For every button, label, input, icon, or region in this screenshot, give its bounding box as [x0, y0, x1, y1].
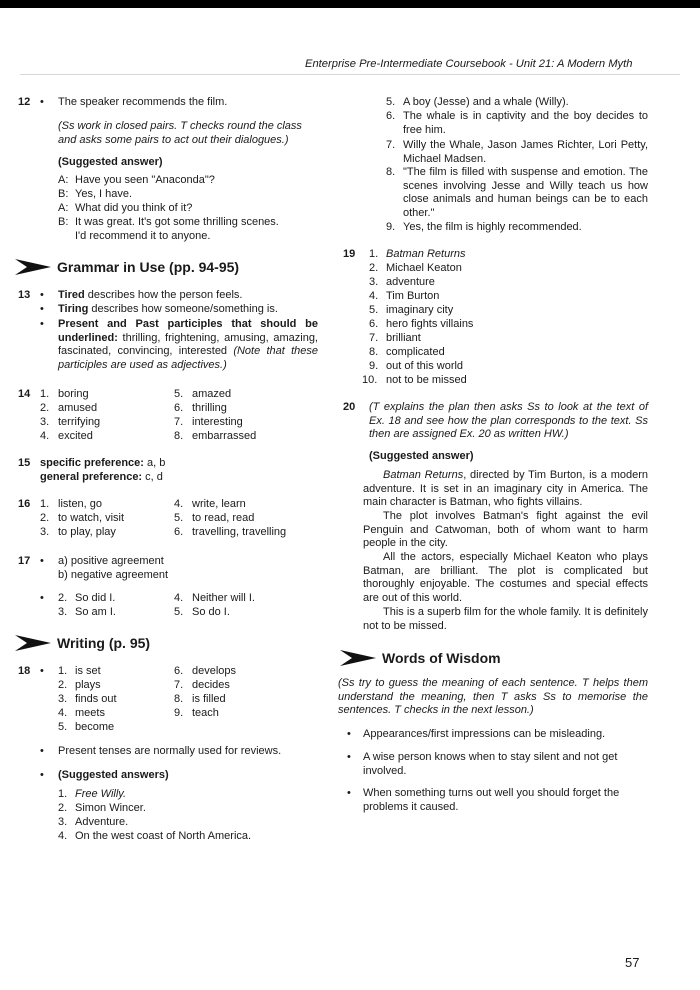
wisdom-heading: Words of Wisdom — [382, 650, 501, 666]
item-number: 5. — [174, 512, 184, 524]
item-number: 4. — [369, 290, 379, 302]
review-paragraph-4: This is a superb film for the whole family. It is definitely not to be missed. — [363, 606, 648, 632]
item-number: 6. — [174, 665, 184, 677]
answer-film-title: Batman Returns — [386, 248, 466, 260]
answer-word: is filled — [192, 693, 226, 705]
item-number: 4. — [174, 592, 184, 604]
specific-value: a, b — [143, 457, 166, 469]
dialogue-line: What did you think of it? — [75, 202, 193, 214]
bullet: • — [347, 728, 351, 740]
wisdom-item: Appearances/first impressions can be misleading. — [363, 728, 606, 740]
exercise-16-number: 16 — [18, 498, 31, 510]
item-number: 8. — [174, 693, 184, 705]
item-number: 3. — [369, 276, 379, 288]
running-header: Enterprise Pre-Intermediate Coursebook - Unit 21: A Modern Myth — [305, 58, 633, 70]
bullet: • — [40, 745, 44, 757]
answer-text: Adventure. — [75, 816, 129, 828]
right-column — [340, 0, 700, 990]
tiring-definition — [58, 303, 278, 317]
answer-word: listen, go — [58, 498, 103, 510]
bullet: • — [347, 787, 351, 799]
item-number: 8. — [174, 430, 184, 442]
answer-word: amused — [58, 402, 98, 414]
item-number: 4. — [174, 498, 184, 510]
answer-word: So did I. — [75, 592, 116, 604]
answer-text: not to be missed — [386, 374, 467, 386]
answer-word: develops — [192, 665, 237, 677]
writing-heading: Writing (p. 95) — [57, 635, 151, 651]
review-film-title: Batman Returns — [383, 469, 464, 481]
answer-word: terrifying — [58, 416, 101, 428]
item-number: 4. — [58, 707, 68, 719]
participles-label: Present and Past participles that should be underlined: — [58, 318, 318, 344]
item-number: 7. — [386, 139, 396, 151]
exercise-20-number: 20 — [343, 401, 356, 413]
answer-word: boring — [58, 388, 89, 400]
tiring-term: Tiring — [58, 303, 89, 315]
answer-word: Neither will I. — [192, 592, 255, 604]
answer-word: decides — [192, 679, 230, 691]
item-number: 4. — [58, 830, 68, 842]
review-paragraph-2: The plot involves Batman's fight against the evil Penguin and Catwoman, both of whom want to harm people in the city. — [363, 510, 648, 549]
item-number: 3. — [58, 606, 68, 618]
dialogue-speaker: B: — [58, 188, 69, 200]
answer-word: teach — [192, 707, 219, 719]
answer-word: to watch, visit — [58, 512, 125, 524]
tiring-explanation: describes how someone/something is. — [88, 303, 278, 315]
bullet: • — [40, 96, 44, 108]
item-number: 4. — [40, 430, 50, 442]
item-number: 9. — [174, 707, 184, 719]
answer-text: out of this world — [386, 360, 464, 372]
answer-word: become — [75, 721, 115, 733]
answer-word: to play, play — [58, 526, 116, 538]
item-number: 9. — [369, 360, 379, 372]
exercise-14-number: 14 — [18, 388, 31, 400]
grammar-heading: Grammar in Use (pp. 94-95) — [57, 259, 240, 275]
bullet: • — [40, 303, 44, 315]
item-number: 5. — [174, 606, 184, 618]
item-number: 5. — [174, 388, 184, 400]
exercise-12-suggested: (Suggested answer) — [58, 156, 163, 168]
section-arrow-icon — [14, 256, 52, 278]
tired-term: Tired — [58, 289, 85, 301]
item-number: 1. — [369, 248, 379, 260]
answer-word: finds out — [75, 693, 117, 705]
answer-word: meets — [75, 707, 105, 719]
item-number: 2. — [58, 592, 68, 604]
general-preference — [40, 471, 163, 485]
answer-text: "The film is filled with suspense and emotion. The scenes involving Jesse and Willy teach us how close animals and human beings can be to each other." — [403, 166, 648, 219]
review-paragraph-1 — [363, 469, 648, 510]
participles-paragraph — [58, 318, 318, 372]
answer-text: Michael Keaton — [386, 262, 462, 274]
answer-text: Tim Burton — [386, 290, 440, 302]
review-paragraph-3: All the actors, especially Michael Keaton who plays Batman, are brilliant. The plot is complicated but thoroughly enjoyable. The costumes and special effects are out of this world. — [363, 551, 648, 604]
item-number: 6. — [174, 402, 184, 414]
participles-examples: thrilling, frightening, amusing, amazing, fascinated, convincing, interested — [58, 331, 318, 357]
item-number: 3. — [58, 693, 68, 705]
item-number: 9. — [386, 221, 396, 233]
dialogue-speaker: B: — [58, 216, 69, 228]
page-number: 57 — [625, 955, 640, 970]
answer-word: thrilling — [192, 402, 227, 414]
item-number: 5. — [58, 721, 68, 733]
exercise-17-number: 17 — [18, 555, 31, 567]
answer-text: Willy the Whale, Jason James Richter, Lori Petty, Michael Madsen. — [403, 139, 648, 165]
exercise-19-number: 19 — [343, 248, 356, 260]
answer-text: Simon Wincer. — [75, 802, 146, 814]
general-label: general preference: — [40, 471, 143, 483]
exercise-20-note: (T explains the plan then asks Ss to look at the text of Ex. 18 and see how the plan corresponds to the text. Ss then are assigned Ex. 20 as written HW.) — [369, 401, 648, 440]
answer-text: hero fights villains — [386, 318, 474, 330]
answer-word: amazed — [192, 388, 232, 400]
exercise-12-number: 12 — [18, 96, 31, 108]
participles-note: (Note that these participles are used as adjectives.) — [58, 345, 318, 371]
exercise-13-number: 13 — [18, 289, 31, 301]
bullet: • — [40, 769, 44, 781]
item-number: 1. — [40, 388, 50, 400]
exercise-12-text: The speaker recommends the film. — [58, 96, 228, 108]
item-number: 6. — [174, 526, 184, 538]
item-number: 6. — [369, 318, 379, 330]
item-number: 1. — [58, 788, 68, 800]
bullet: • — [40, 289, 44, 301]
present-tenses-note: Present tenses are normally used for reviews. — [58, 745, 282, 757]
answer-text: Yes, the film is highly recommended. — [403, 221, 582, 233]
specific-preference — [40, 457, 165, 471]
answer-word: to read, read — [192, 512, 255, 524]
tired-definition — [58, 289, 242, 303]
item-number: 2. — [369, 262, 379, 274]
general-value: c, d — [142, 471, 163, 483]
dialogue-speaker: A: — [58, 174, 69, 186]
item-number: 7. — [174, 679, 184, 691]
exercise-15-number: 15 — [18, 457, 31, 469]
answer-film-title: Free Willy. — [75, 788, 127, 800]
bullet: • — [347, 751, 351, 763]
item-number: 1. — [58, 665, 68, 677]
item-number: 5. — [369, 304, 379, 316]
answer-text: brilliant — [386, 332, 421, 344]
bullet: • — [40, 592, 44, 604]
item-number: 5. — [386, 96, 396, 108]
item-number: 6. — [386, 110, 396, 122]
item-number: 8. — [386, 166, 396, 178]
answer-word: So am I. — [75, 606, 116, 618]
item-number: 3. — [40, 416, 50, 428]
answer-text: complicated — [386, 346, 445, 358]
item-number: 2. — [58, 679, 68, 691]
answer-word: plays — [75, 679, 101, 691]
item-number: 2. — [58, 802, 68, 814]
item-number: 2. — [40, 402, 50, 414]
item-number: 8. — [369, 346, 379, 358]
item-number: 2. — [40, 512, 50, 524]
answer-text: A boy (Jesse) and a whale (Willy). — [403, 96, 569, 108]
wisdom-item: A wise person knows when to stay silent and not get involved. — [363, 751, 618, 777]
answer-word: write, learn — [192, 498, 246, 510]
dialogue-line: Have you seen "Anaconda"? — [75, 174, 215, 186]
item-number: 7. — [369, 332, 379, 344]
item-number: 7. — [174, 416, 184, 428]
answer-word: excited — [58, 430, 93, 442]
section-arrow-icon — [14, 632, 52, 654]
answer-text: On the west coast of North America. — [75, 830, 252, 842]
item-number: 3. — [40, 526, 50, 538]
wisdom-item: When something turns out well you should forget the problems it caused. — [363, 787, 620, 813]
section-arrow-icon — [339, 647, 377, 669]
item-number: 10. — [362, 374, 378, 386]
bullet: • — [40, 665, 44, 677]
bullet: • — [40, 555, 44, 567]
exercise-12-note: (Ss work in closed pairs. T checks round the class and asks some pairs to act out their dialogues.) — [58, 120, 302, 146]
item-number: 3. — [58, 816, 68, 828]
dialogue-speaker: A: — [58, 202, 69, 214]
agreement-a: a) positive agreement — [58, 555, 164, 567]
answer-word: is set — [75, 665, 101, 677]
agreement-b: b) negative agreement — [58, 569, 169, 581]
dialogue-line: I'd recommend it to anyone. — [75, 230, 211, 242]
bullet: • — [40, 318, 44, 330]
wisdom-note: (Ss try to guess the meaning of each sentence. T helps them understand the meaning, then T asks Ss to memorise the sentences. T checks in the next lesson.) — [338, 677, 648, 716]
dialogue-line: It was great. It's got some thrilling scenes. — [75, 216, 279, 228]
item-number: 1. — [40, 498, 50, 510]
exercise-20-suggested: (Suggested answer) — [369, 450, 474, 462]
tired-explanation: describes how the person feels. — [84, 289, 243, 301]
answer-word: travelling, travelling — [192, 526, 287, 538]
answer-text: imaginary city — [386, 304, 454, 316]
review-intro: , directed by Tim Burton, is a modern adventure. It is set in an imaginary city in America. The main character is Batman, who fights villains. — [363, 469, 648, 508]
answer-word: interesting — [192, 416, 243, 428]
dialogue-line: Yes, I have. — [75, 188, 133, 200]
answer-text: adventure — [386, 276, 435, 288]
answer-word: embarrassed — [192, 430, 257, 442]
specific-label: specific preference: — [40, 457, 144, 469]
answer-text: The whale is in captivity and the boy decides to free him. — [403, 110, 648, 136]
exercise-18-number: 18 — [18, 665, 31, 677]
suggested-answers-label: (Suggested answers) — [58, 769, 169, 781]
answer-word: So do I. — [192, 606, 230, 618]
